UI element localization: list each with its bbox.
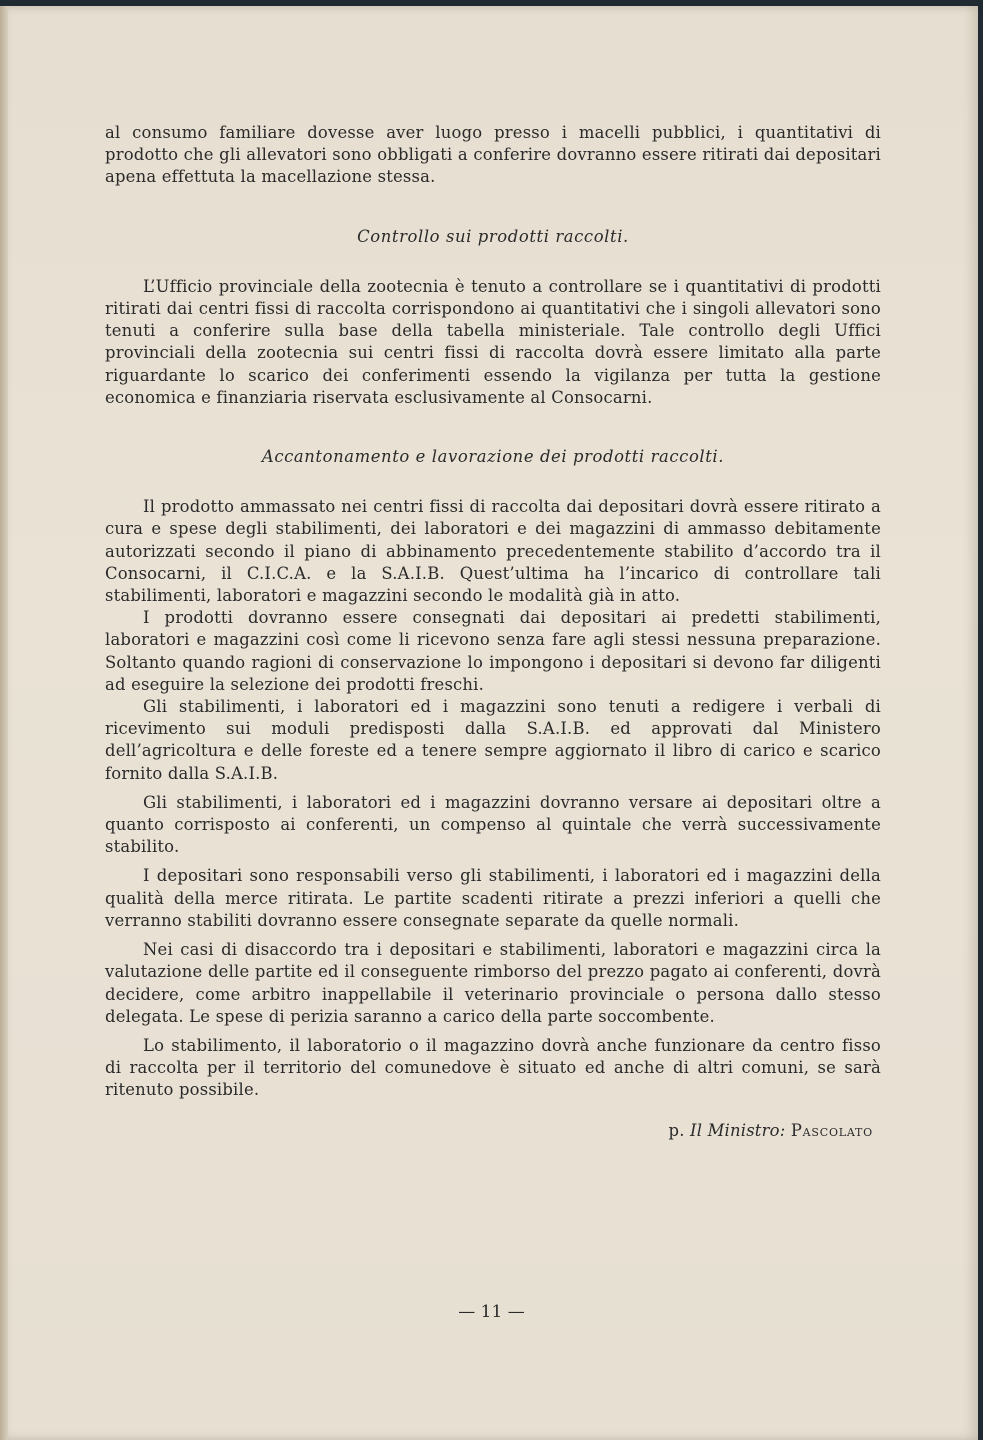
paragraph-verbali: Gli stabilimenti, i laboratori ed i magazzini sono tenuti a redigere i verbali di ricevimento sui moduli predisposti dalla S.A.I.B. ed approvati dal Ministero dell’agricoltura e delle foreste ed a tenere sempre aggiornato il libro di carico e scarico fornito dalla S.A.I.B. [105,697,881,783]
paragraph-compenso: Gli stabilimenti, i laboratori ed i magazzini dovranno versare ai depositari oltre a quanto corrisposto ai conferenti, un compenso al quintale che verrà successivamente stabilito. [105,792,881,857]
document-body [105,122,881,1142]
page-number: — 11 — [458,1302,525,1322]
section-heading-accantonamento: Accantonamento e lavorazione dei prodotti raccolti. [261,447,725,467]
document-page [0,6,978,1440]
paragraph-centro-raccolta: Lo stabilimento, il laboratorio o il magazzino dovrà anche funzionare da centro fisso di raccolta per il territorio del comunedove è situato ed anche di altri comuni, se sarà ritenuto possibile. [105,1035,881,1100]
paragraph-responsabilita: I depositari sono responsabili verso gli stabilimenti, i laboratori ed i magazzini della qualità della merce ritirata. Le partite scadenti ritirate a prezzi inferiori a quelli che verranno stabiliti dovranno essere consegnate separate da quelle normali. [105,866,881,930]
signature-title: Il Ministro: [690,1120,786,1140]
paragraph-consegna: I prodotti dovranno essere consegnati dai depositari ai predetti stabilimenti, laboratori e magazzini così come li ricevono senza fare agli stessi nessuna preparazione. Soltanto quando ragioni di conservazione lo impongono i depositari si devono far diligenti ad eseguire la selezione dei prodotti freschi. [105,608,881,694]
paragraph-ammasso: Il prodotto ammassato nei centri fissi di raccolta dai depositari dovrà essere ritirato a cura e spese degli stabilimenti, dei laboratori e dei magazzini di ammasso debitamente autorizzati secondo il piano di abbinamento precedentemente stabilito d’accordo tra il Consocarni, il C.I.C.A. e la S.A.I.B. Quest’ultima ha l’incarico di controllare tali stabilimenti, laboratori e magazzini secondo le modalità già in atto. [105,497,881,606]
signature-name: Pascolato [790,1120,873,1140]
signature-line [105,1120,881,1142]
signature-prefix: p. [668,1120,685,1140]
paragraph-controllo: L’Ufficio provinciale della zootecnia è tenuto a controllare se i quantitativi di prodotti ritirati dai centri fissi di raccolta corrispondono ai quantitativi che i singoli allevatori sono tenuti a conferire sulla base della tabella ministeriale. Tale controllo degli Uffici provinciali della zootecnia sui centri fissi di raccolta dovrà essere limitato alla parte riguardante lo scarico dei conferimenti essendo la vigilanza per tutta la gestione economica e finanziaria riservata esclusivamente al Consocarni. [105,276,881,407]
paragraph-disaccordo: Nei casi di disaccordo tra i depositari e stabilimenti, laboratori e magazzini circa la valutazione delle partite ed il conseguente rimborso del prezzo pagato ai conferenti, dovrà decidere, come arbitro inappellabile il veterinario provinciale o persona dallo stesso delegata. Le spese di perizia saranno a carico della parte soccombente. [105,940,881,1026]
page-binding-edge [0,6,8,1440]
section-heading-controllo: Controllo sui prodotti raccolti. [357,226,629,246]
paragraph-continuation: al consumo familiare dovesse aver luogo presso i macelli pubblici, i quantitativi di prodotto che gli allevatori sono obbligati a conferire dovranno essere ritirati dai depositari apena effettuta la macellazione stessa. [105,123,881,187]
